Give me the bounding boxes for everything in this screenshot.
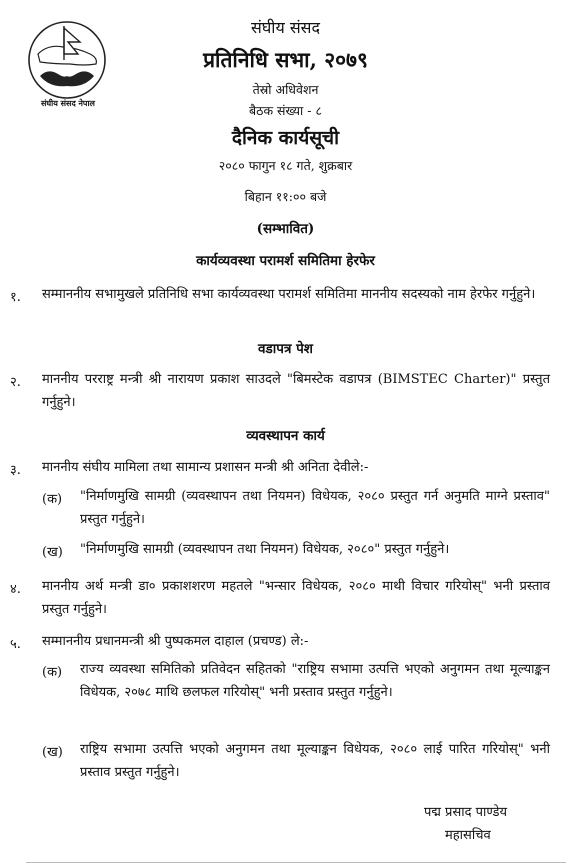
item-number: ५. <box>10 637 21 652</box>
item-number: १. <box>10 290 21 305</box>
agenda-title: दैनिक कार्यसूची <box>231 127 340 149</box>
section-heading: वडापत्र पेश <box>258 341 313 357</box>
subitem-text: राज्य व्यवस्था समितिको प्रतिवेदन सहितको "राष्ट्रिय सभामा उत्पत्ति भएको अनुगमन तथा मूल्याङ्कन विधेयक, २०७८ माथि छलफल गरियोस्" भनी प्रस्ताव प्रस्तुत गर्नुहुने। <box>80 662 550 700</box>
subitem-text: "निर्माणमुखि सामग्री (व्यवस्थापन तथा नियमन) विधेयक, २०८०" प्रस्तुत गर्नुहुने। <box>80 542 450 557</box>
signatory-title: महासचिव <box>445 828 491 843</box>
signatory-name: पद्म प्रसाद पाण्डेय <box>424 805 508 820</box>
item-text: सम्माननीय प्रधानमन्त्री श्री पुष्पकमल दाहाल (प्रचण्ड) ले:- <box>42 634 309 649</box>
agenda-date: २०८० फागुन १८ गते, शुक्रबार <box>218 158 353 173</box>
subitem-text: "निर्माणमुखि सामग्री (व्यवस्थापन तथा नियमन) विधेयक, २०८० प्रस्तुत गर्न अनुमति माग्ने प्रस्ताव" प्रस्तुत गर्नुहुने। <box>80 489 550 527</box>
section-heading: व्यवस्थापन कार्य <box>246 428 325 444</box>
item-text: माननीय अर्थ मन्त्री डा० प्रकाशशरण महतले "भन्सार विधेयक, २०८० माथी विचार गरियोस्" भनी प्रस्ताव प्रस्तुत गर्नुहुने। <box>42 579 550 617</box>
page-bottom-divider <box>26 862 566 863</box>
subitem-label: (क) <box>42 492 63 507</box>
subitem-label: (क) <box>42 665 63 680</box>
item-text: माननीय परराष्ट्र मन्त्री श्री नारायण प्रकाश साउदले "बिमस्टेक वडापत्र (BIMSTEC Charter)" प्रस्तुत गर्नुहुने। <box>42 372 550 410</box>
agenda-time: बिहान ११:०० बजे <box>244 189 327 204</box>
item-number: ३. <box>10 463 21 478</box>
subitem-text: राष्ट्रिय सभामा उत्पत्ति भएको अनुगमन तथा मूल्याङ्कन विधेयक, २०८० लाई पारित गरियोस्" भनी प्रस्ताव प्रस्तुत गर्नुहुने। <box>80 742 550 780</box>
meeting-number: बैठक संख्या - ८ <box>249 103 322 118</box>
tentative-label: (सम्भावित) <box>256 221 315 237</box>
item-number: ४. <box>10 582 21 597</box>
session-label: तेस्रो अधिवेशन <box>252 82 319 97</box>
parliament-name: संघीय संसद <box>251 18 320 37</box>
subitem-label: (ख) <box>42 545 63 560</box>
subitem-label: (ख) <box>42 745 63 760</box>
emblem-caption: संघीय संसद नेपाल <box>41 98 95 108</box>
item-number: २. <box>10 375 21 390</box>
section-heading: कार्यव्यवस्था परामर्श समितिमा हेरफेर <box>196 253 375 269</box>
house-title: प्रतिनिधि सभा, २०७९ <box>203 47 368 72</box>
item-text: सम्माननीय सभामुखले प्रतिनिधि सभा कार्यव्यवस्था परामर्श समितिमा माननीय सदस्यको नाम हेरफेर गर्नुहुने। <box>42 287 536 302</box>
item-text: माननीय संघीय मामिला तथा सामान्य प्रशासन मन्त्री श्री अनिता देवीले:- <box>42 460 369 475</box>
